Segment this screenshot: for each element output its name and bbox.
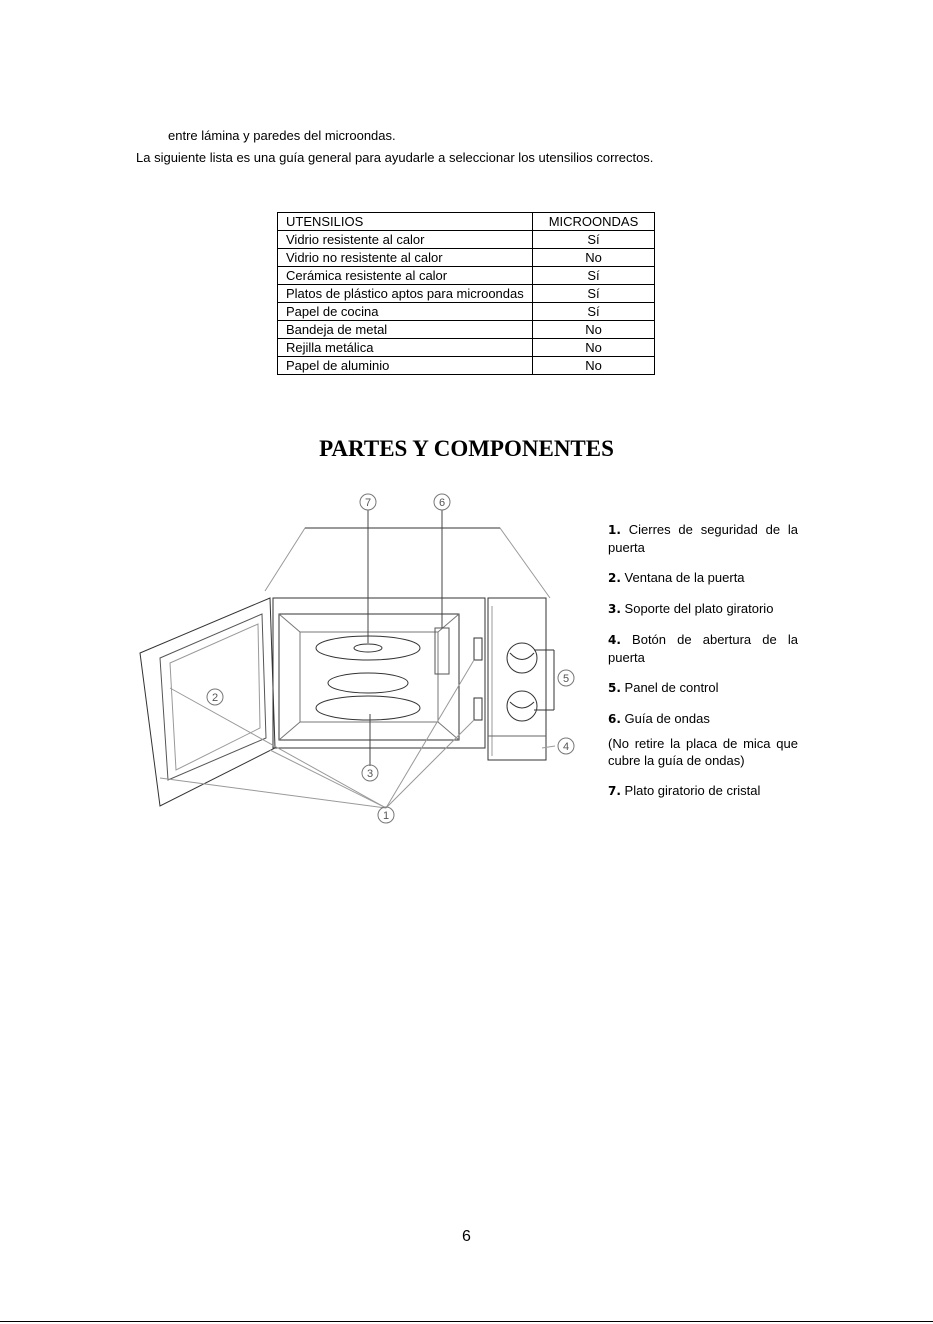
callout-7 (360, 494, 376, 510)
svg-text:7: 7 (364, 497, 372, 509)
callout-5 (558, 670, 574, 686)
page-number: 6 (462, 1228, 471, 1245)
intro-line-2: La siguiente lista es una guía general para ayudarle a seleccionar los utensilios correctos. (136, 150, 654, 165)
utensil-cell: Vidrio resistente al calor (278, 231, 533, 249)
table-row (278, 267, 655, 285)
item-text: Guía de ondas (624, 711, 710, 726)
table-row (278, 303, 655, 321)
callout-4 (558, 738, 574, 754)
microwave-safe-cell: No (533, 321, 655, 339)
microwave-safe-cell: No (533, 357, 655, 375)
header-utensilios: UTENSILIOS (278, 213, 533, 231)
table-row (278, 249, 655, 267)
callout-2 (207, 689, 223, 705)
callout-3 (362, 765, 378, 781)
svg-text:4: 4 (562, 741, 570, 753)
svg-text:1: 1 (382, 810, 390, 822)
item-number: 6. (608, 712, 621, 726)
item-text: (No retire la placa de mica que cubre la guía de ondas) (608, 736, 798, 768)
callout-1 (378, 807, 394, 823)
table-row (278, 285, 655, 303)
utensil-cell: Bandeja de metal (278, 321, 533, 339)
table-header-row (278, 213, 655, 231)
item-text: Panel de control (624, 680, 719, 695)
item-number: 1. (608, 523, 621, 537)
svg-text:5: 5 (562, 673, 570, 685)
parts-list (608, 521, 798, 813)
list-item (608, 710, 798, 728)
utensil-cell: Platos de plástico aptos para microondas (278, 285, 533, 303)
list-item (608, 521, 798, 556)
utensils-table (277, 212, 655, 375)
svg-text:3: 3 (366, 768, 374, 780)
table-row (278, 339, 655, 357)
microwave-safe-cell: Sí (533, 231, 655, 249)
utensil-cell: Papel de cocina (278, 303, 533, 321)
microwave-safe-cell: Sí (533, 267, 655, 285)
bottom-divider (0, 1321, 933, 1322)
header-microondas: MICROONDAS (533, 213, 655, 231)
list-item (608, 569, 798, 587)
table-row (278, 357, 655, 375)
table-row (278, 231, 655, 249)
item-number: 2. (608, 571, 621, 585)
microwave-safe-cell: Sí (533, 285, 655, 303)
item-number: 3. (608, 602, 621, 616)
list-item (608, 600, 798, 618)
item-text: Ventana de la puerta (624, 570, 745, 585)
microwave-safe-cell: No (533, 339, 655, 357)
list-item-note (608, 735, 798, 769)
svg-text:6: 6 (438, 497, 446, 509)
item-number: 5. (608, 681, 621, 695)
item-text: Plato giratorio de cristal (624, 783, 761, 798)
section-heading: PARTES Y COMPONENTES (319, 436, 614, 461)
utensil-cell: Papel de aluminio (278, 357, 533, 375)
microwave-safe-cell: Sí (533, 303, 655, 321)
utensil-cell: Vidrio no resistente al calor (278, 249, 533, 267)
table-row (278, 321, 655, 339)
microwave-safe-cell: No (533, 249, 655, 267)
utensil-cell: Cerámica resistente al calor (278, 267, 533, 285)
item-text: Botón de abertura de la puerta (608, 632, 798, 665)
item-number: 4. (608, 633, 621, 647)
list-item (608, 679, 798, 697)
list-item (608, 631, 798, 666)
item-text: Soporte del plato giratorio (624, 601, 774, 616)
callout-6 (434, 494, 450, 510)
item-number: 7. (608, 784, 621, 798)
utensil-cell: Rejilla metálica (278, 339, 533, 357)
item-text: Cierres de seguridad de la puerta (608, 522, 798, 555)
microwave-diagram (130, 488, 590, 838)
intro-line-1: entre lámina y paredes del microondas. (168, 128, 396, 143)
svg-text:2: 2 (211, 692, 219, 704)
list-item (608, 782, 798, 800)
